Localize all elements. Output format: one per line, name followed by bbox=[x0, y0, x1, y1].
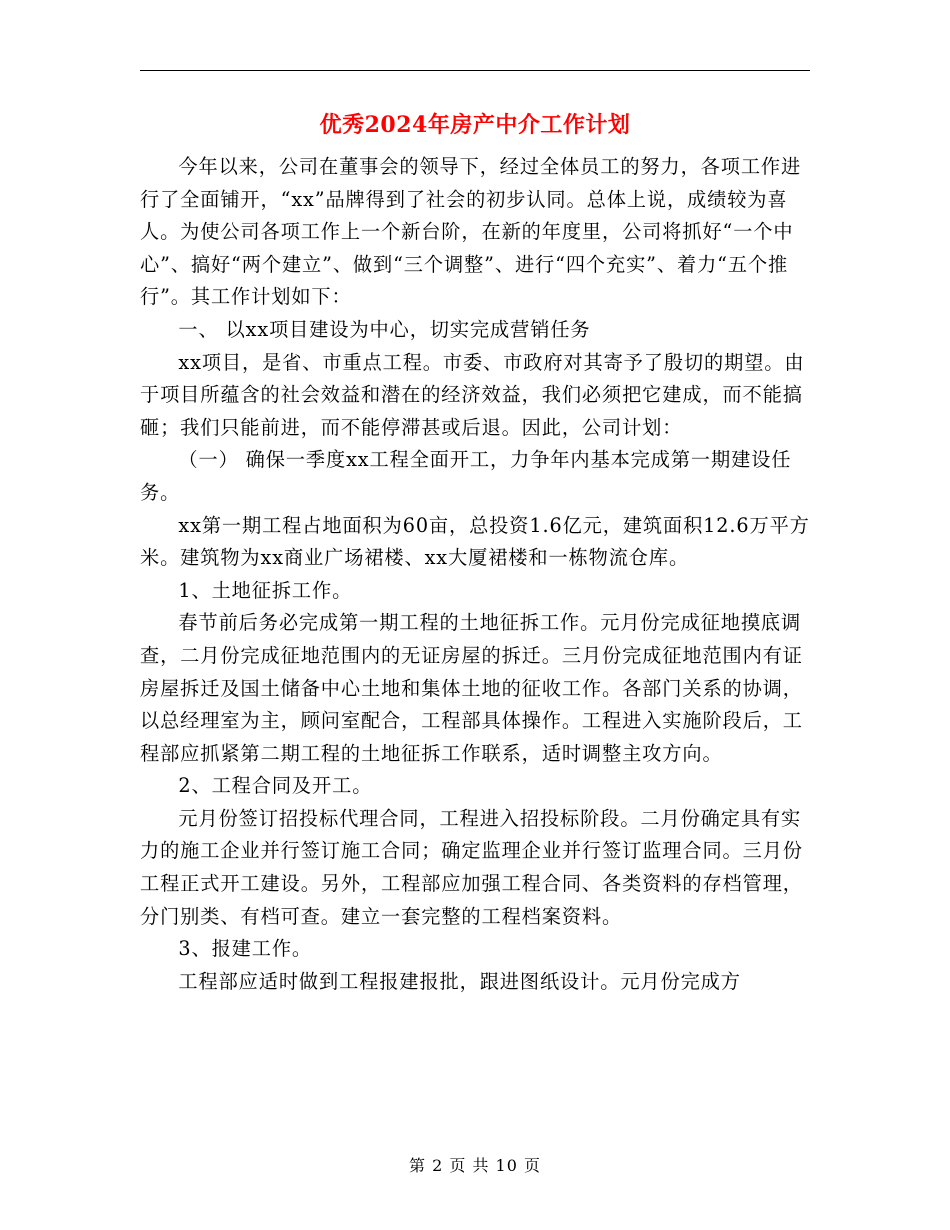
paragraph-phase-one: xx第一期工程占地面积为60亩，总投资1.6亿元，建筑面积12.6万平方米。建筑物为xx商业广场裙楼、xx大厦裙楼和一栋物流仓库。 bbox=[140, 513, 810, 570]
paragraph-contract: 元月份签订招投标代理合同，工程进入招投标阶段。二月份确定具有实力的施工企业并行签订施工合同；确定监理企业并行签订监理合同。三月份工程正式开工建设。另外，工程部应加强工程合同、各类资料的存档管理，分门别类、有档可查。建立一套完整的工程档案资料。 bbox=[140, 806, 803, 928]
paragraph-permit: 工程部应适时做到工程报建报批，跟进图纸设计。元月份完成方 bbox=[178, 969, 741, 993]
item-heading-3: 3、报建工作。 bbox=[178, 937, 313, 961]
section-heading-1: 一、 以xx项目建设为中心，切实完成营销任务 bbox=[178, 317, 591, 341]
item-heading-1: 1、土地征拆工作。 bbox=[178, 578, 353, 602]
header-rule bbox=[140, 70, 810, 71]
document-title: 优秀2024年房产中介工作计划 bbox=[319, 112, 631, 138]
document-body bbox=[140, 151, 810, 998]
item-heading-2: 2、工程合同及开工。 bbox=[178, 774, 373, 798]
subsection-heading-1: （一） 确保一季度xx工程全面开工，力争年内基本完成第一期建设任务。 bbox=[140, 448, 792, 504]
page-footer: 第 2 页 共 10 页 bbox=[409, 1156, 541, 1175]
paragraph-intro: 今年以来，公司在董事会的领导下，经过全体员工的努力，各项工作进行了全面铺开，“xx”品牌得到了社会的初步认同。总体上说，成绩较为喜人。为使公司各项工作上一个新台阶，在新的年度里，公司将抓好“一个中心”、搞好“两个建立”、做到“三个调整”、进行“四个充实”、着力“五个推行”。其工作计划如下： bbox=[140, 155, 802, 309]
paragraph-land: 春节前后务必完成第一期工程的土地征拆工作。元月份完成征地摸底调查，二月份完成征地范围内的无证房屋的拆迁。三月份完成征地范围内有证房屋拆迁及国土储备中心土地和集体土地的征收工作。各部门关系的协调，以总经理室为主，顾问室配合，工程部具体操作。工程进入实施阶段后，工程部应抓紧第二期工程的土地征拆工作联系，适时调整主攻方向。 bbox=[140, 611, 803, 765]
paragraph-project: xx项目，是省、市重点工程。市委、市政府对其寄予了殷切的期望。由于项目所蕴含的社会效益和潜在的经济效益，我们必须把它建成，而不能搞砸；我们只能前进，而不能停滞甚或后退。因此，公司计划： bbox=[140, 350, 805, 439]
